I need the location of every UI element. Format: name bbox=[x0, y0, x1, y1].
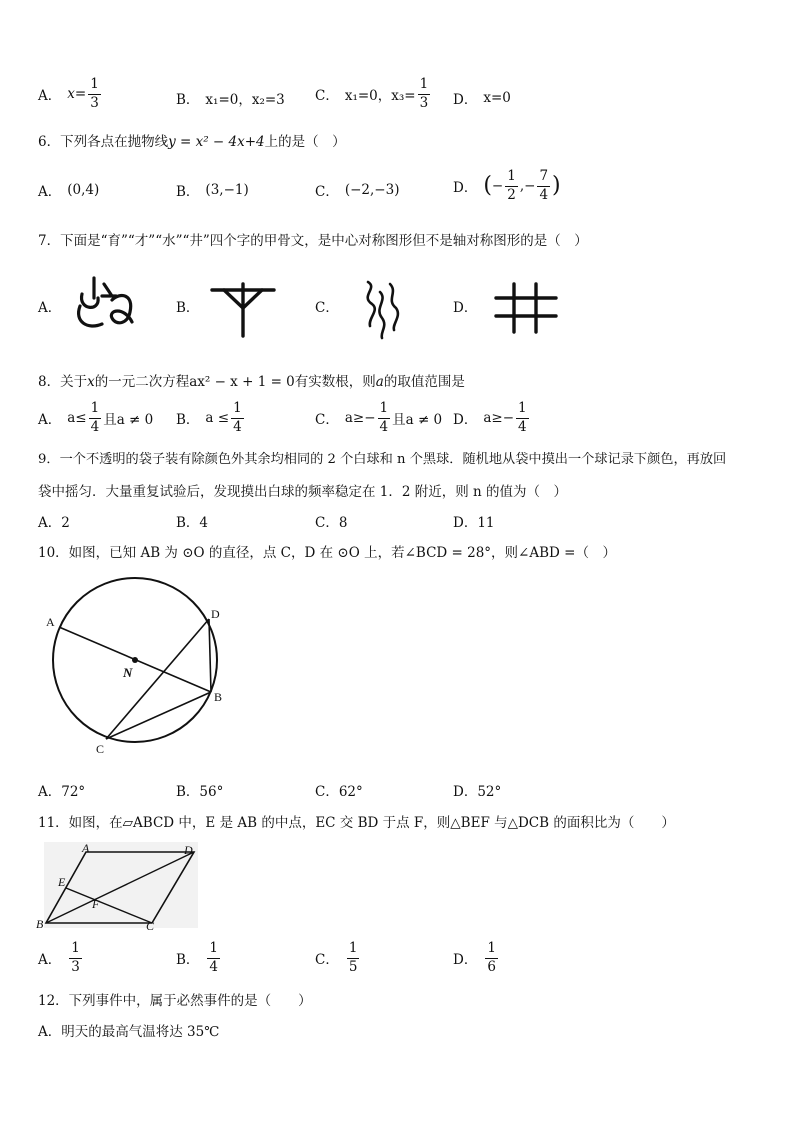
q11-label-e: E bbox=[58, 875, 66, 889]
q8-option-b: B． a ≤ $\frac{1}{4}$ bbox=[176, 400, 242, 435]
oracle-yu-glyph bbox=[72, 272, 152, 338]
q6-option-a: A． (0,4) bbox=[38, 182, 100, 200]
q12-option-a: A．明天的最高气温将达 35℃ bbox=[38, 1024, 220, 1040]
oracle-shui-glyph bbox=[358, 278, 404, 340]
q10-label-d: D bbox=[211, 607, 220, 621]
q7-option-d-label: D． bbox=[453, 300, 478, 316]
q11-stem: 11．如图，在▱ABCD 中，E 是 AB 的中点，EC 交 BD 于点 F，则△BEF 与△DCB 的面积比为（ ） bbox=[38, 815, 675, 831]
q7-option-b-label: B． bbox=[176, 300, 200, 316]
q8-option-d: D． a≥− $\frac{1}{4}$ bbox=[453, 400, 527, 435]
q11-option-b: B． $\frac{1}{4}$ bbox=[176, 940, 219, 975]
q8-option-c: C． a≥− $\frac{1}{4}$ 且a ≠ 0 bbox=[315, 400, 443, 435]
q5-option-b: B． x₁=0，x₂=3 bbox=[176, 92, 285, 108]
q9-option-a: A．2 bbox=[38, 515, 70, 531]
q8-stem: 8．关于x的一元二次方程ax² − x + 1 = 0有实数根，则a的取值范围是 bbox=[38, 374, 465, 390]
q9-stem-line1: 9．一个不透明的袋子装有除颜色外其余均相同的 2 个白球和 n 个黑球．随机地从袋中摸出一个球记录下颜色，再放回 bbox=[38, 452, 727, 467]
q12-stem: 12．下列事件中，属于必然事件的是（ ） bbox=[38, 993, 312, 1009]
q11-option-c: C． $\frac{1}{5}$ bbox=[315, 940, 358, 975]
q6-option-b: B． (3,−1) bbox=[176, 182, 249, 200]
oracle-jing-glyph bbox=[494, 282, 558, 334]
q7-option-c-label: C． bbox=[315, 300, 339, 316]
q11-label-c: C bbox=[146, 919, 155, 932]
q7-option-a-label: A． bbox=[38, 300, 62, 316]
q10-label-a: A bbox=[46, 615, 55, 629]
q6-stem: 6．下列各点在抛物线y = x² − 4x+4上的是（ ） bbox=[38, 134, 346, 150]
q8-option-a: A． a≤ $\frac{1}{4}$ 且a ≠ 0 bbox=[38, 400, 154, 435]
q11-parallelogram-figure bbox=[34, 838, 200, 932]
oracle-cai-glyph bbox=[208, 282, 278, 340]
q6-option-d: D． ( − $\frac{1}{2}$ ,− $\frac{7}{4}$ ) bbox=[453, 168, 561, 203]
q11-label-a: A bbox=[82, 841, 90, 855]
q7-stem: 7．下面是“育”“才”“水”“井”四个字的甲骨文，是中心对称图形但不是轴对称图形的是（ ） bbox=[38, 233, 588, 249]
q9-option-c: C．8 bbox=[315, 515, 348, 531]
q10-circle-figure bbox=[38, 575, 238, 765]
q5-c-fraction: $\frac{1}{3}$ bbox=[419, 76, 429, 111]
q6-option-c: C． (−2,−3) bbox=[315, 182, 400, 200]
q11-option-d: D． $\frac{1}{6}$ bbox=[453, 940, 496, 975]
q11-option-a: A． $\frac{1}{3}$ bbox=[38, 940, 80, 975]
q11-label-f: F bbox=[92, 897, 100, 911]
q11-label-b: B bbox=[36, 917, 44, 931]
q5-option-c: C． x₁=0，x₃= $\frac{1}{3}$ bbox=[315, 76, 429, 111]
q10-option-a: A．72° bbox=[38, 784, 86, 800]
q10-label-c: C bbox=[96, 742, 105, 756]
q10-stem: 10．如图，已知 AB 为 ⊙O 的直径，点 C，D 在 ⊙O 上，若∠BCD = 28°，则∠ABD =（ ） bbox=[38, 545, 616, 561]
q10-option-b: B．56° bbox=[176, 784, 224, 800]
q5-a-fraction: $\frac{1}{3}$ bbox=[90, 76, 99, 111]
q9-stem-line2: 袋中摇匀．大量重复试验后，发现摸出白球的频率稳定在 1．2 附近，则 n 的值为（ ） bbox=[38, 484, 568, 500]
q10-option-c: C．62° bbox=[315, 784, 363, 800]
q5-option-d: D． x=0 bbox=[453, 90, 511, 108]
q11-label-d: D bbox=[184, 843, 193, 857]
q10-label-b: B bbox=[214, 690, 223, 704]
q10-label-n: N bbox=[123, 665, 133, 680]
q9-option-b: B．4 bbox=[176, 515, 209, 531]
q9-option-d: D．11 bbox=[453, 515, 495, 531]
q10-option-d: D．52° bbox=[453, 784, 502, 800]
q5-option-a: A． x = $\frac{1}{3}$ bbox=[38, 76, 99, 111]
